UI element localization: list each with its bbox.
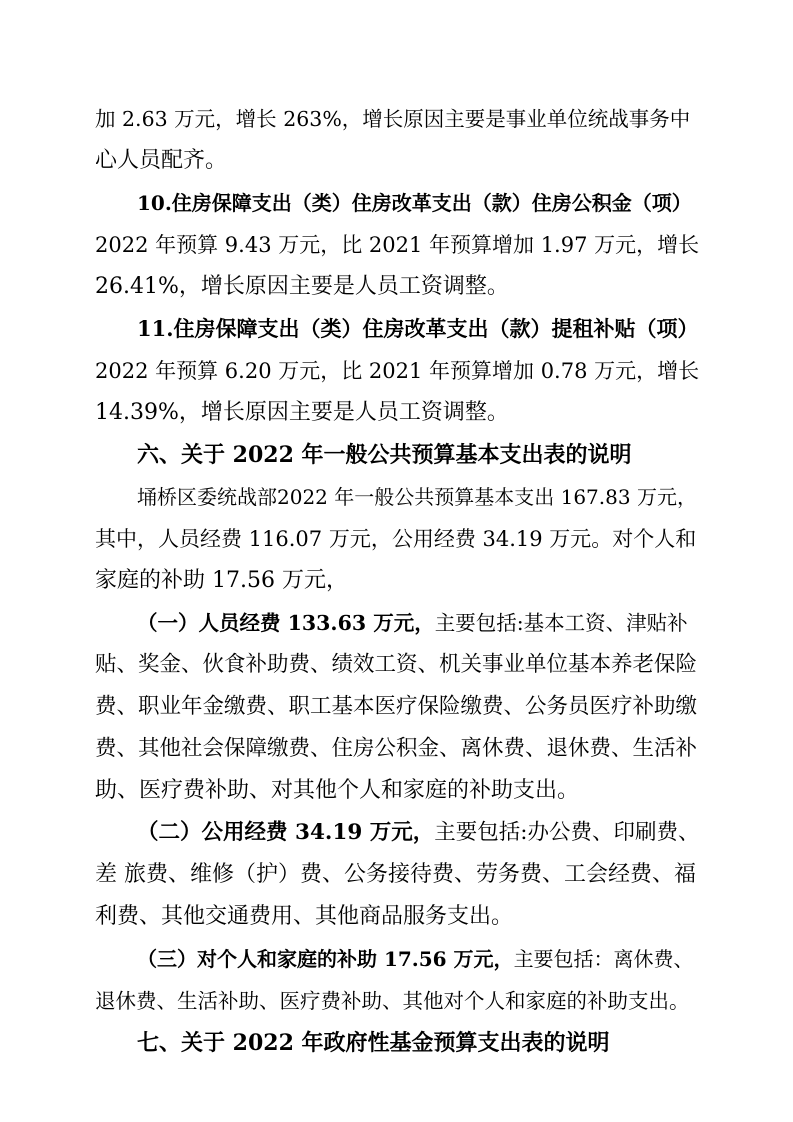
- text-line: [0, 645, 793, 685]
- section-heading: [0, 435, 793, 475]
- text-run: 差 旅费、维修（护）费、公务接待费、劳务费、工会经费、福: [95, 862, 696, 887]
- text-line: [0, 351, 793, 391]
- text-run: 其中，人员经费 116.07 万元，公用经费 34.19 万元。对个人和: [95, 527, 697, 551]
- text-run: 10.住房保障支出（类）住房改革支出（款）住房公积金（项）: [137, 191, 692, 215]
- text-line: [0, 519, 793, 559]
- text-line: [0, 393, 793, 433]
- text-line: [0, 141, 793, 181]
- bold-run: （一）人员经费 133.63 万元，: [137, 611, 435, 635]
- text-run: 主要包括:办公费、印刷费、: [434, 820, 700, 845]
- text-line: [0, 687, 793, 727]
- text-line: [0, 729, 793, 769]
- text-line: [0, 603, 793, 643]
- bold-run: （二）公用经费 34.19 万元，: [137, 820, 435, 845]
- text-run: 费、其他社会保障缴费、住房公积金、离休费、退休费、生活补: [95, 736, 698, 761]
- text-run: 加 2.63 万元，增长 263%，增长原因主要是事业单位统战事务中: [95, 107, 691, 131]
- text-run: 贴、奖金、伙食补助费、绩效工资、机关事业单位基本养老保险: [95, 652, 698, 677]
- text-line: [0, 897, 793, 937]
- text-run: 26.41%，增长原因主要是人员工资调整。: [95, 274, 509, 299]
- text-run: 主要包括：离休费、: [513, 947, 694, 971]
- section-heading: [0, 309, 793, 349]
- text-line: [0, 477, 793, 517]
- text-run: 利费、其他交通费用、其他商品服务支出。: [95, 904, 514, 929]
- text-run: 11.住房保障支出（类）住房改革支出（款）提租补贴（项）: [137, 316, 699, 341]
- text-line: [0, 813, 793, 853]
- text-run: 心人员配齐。: [95, 148, 228, 173]
- text-run: 埇桥区委统战部2022 年一般公共预算基本支出 167.83 万元，: [137, 485, 697, 509]
- text-run: 退休费、生活补助、医疗费补助、其他对个人和家庭的补助支出。: [95, 989, 690, 1013]
- text-line: [0, 771, 793, 811]
- text-run: 费、职业年金缴费、职工基本医疗保险缴费、公务员医疗补助缴: [95, 694, 698, 719]
- text-line: [0, 225, 793, 265]
- bold-run: （三）对个人和家庭的补助 17.56 万元，: [137, 947, 514, 971]
- section-heading: [0, 183, 793, 223]
- text-run: 主要包括:基本工资、津贴补: [434, 611, 688, 635]
- text-run: 七、关于 2022 年政府性基金预算支出表的说明: [137, 1030, 610, 1056]
- text-run: 14.39%，增长原因主要是人员工资调整。: [95, 400, 509, 425]
- section-heading: [0, 1023, 793, 1063]
- text-line: [0, 99, 793, 139]
- text-line: [0, 939, 793, 979]
- text-line: [0, 267, 793, 307]
- text-line: [0, 855, 793, 895]
- text-run: 助、医疗费补助、对其他个人和家庭的补助支出。: [95, 778, 580, 803]
- text-line: [0, 561, 793, 601]
- text-line: [0, 981, 793, 1021]
- text-run: 2022 年预算 6.20 万元，比 2021 年预算增加 0.78 万元，增长: [95, 359, 700, 383]
- text-run: 家庭的补助 17.56 万元，: [95, 568, 348, 593]
- text-run: 2022 年预算 9.43 万元，比 2021 年预算增加 1.97 万元，增长: [95, 233, 700, 257]
- text-run: 六、关于 2022 年一般公共预算基本支出表的说明: [137, 442, 632, 468]
